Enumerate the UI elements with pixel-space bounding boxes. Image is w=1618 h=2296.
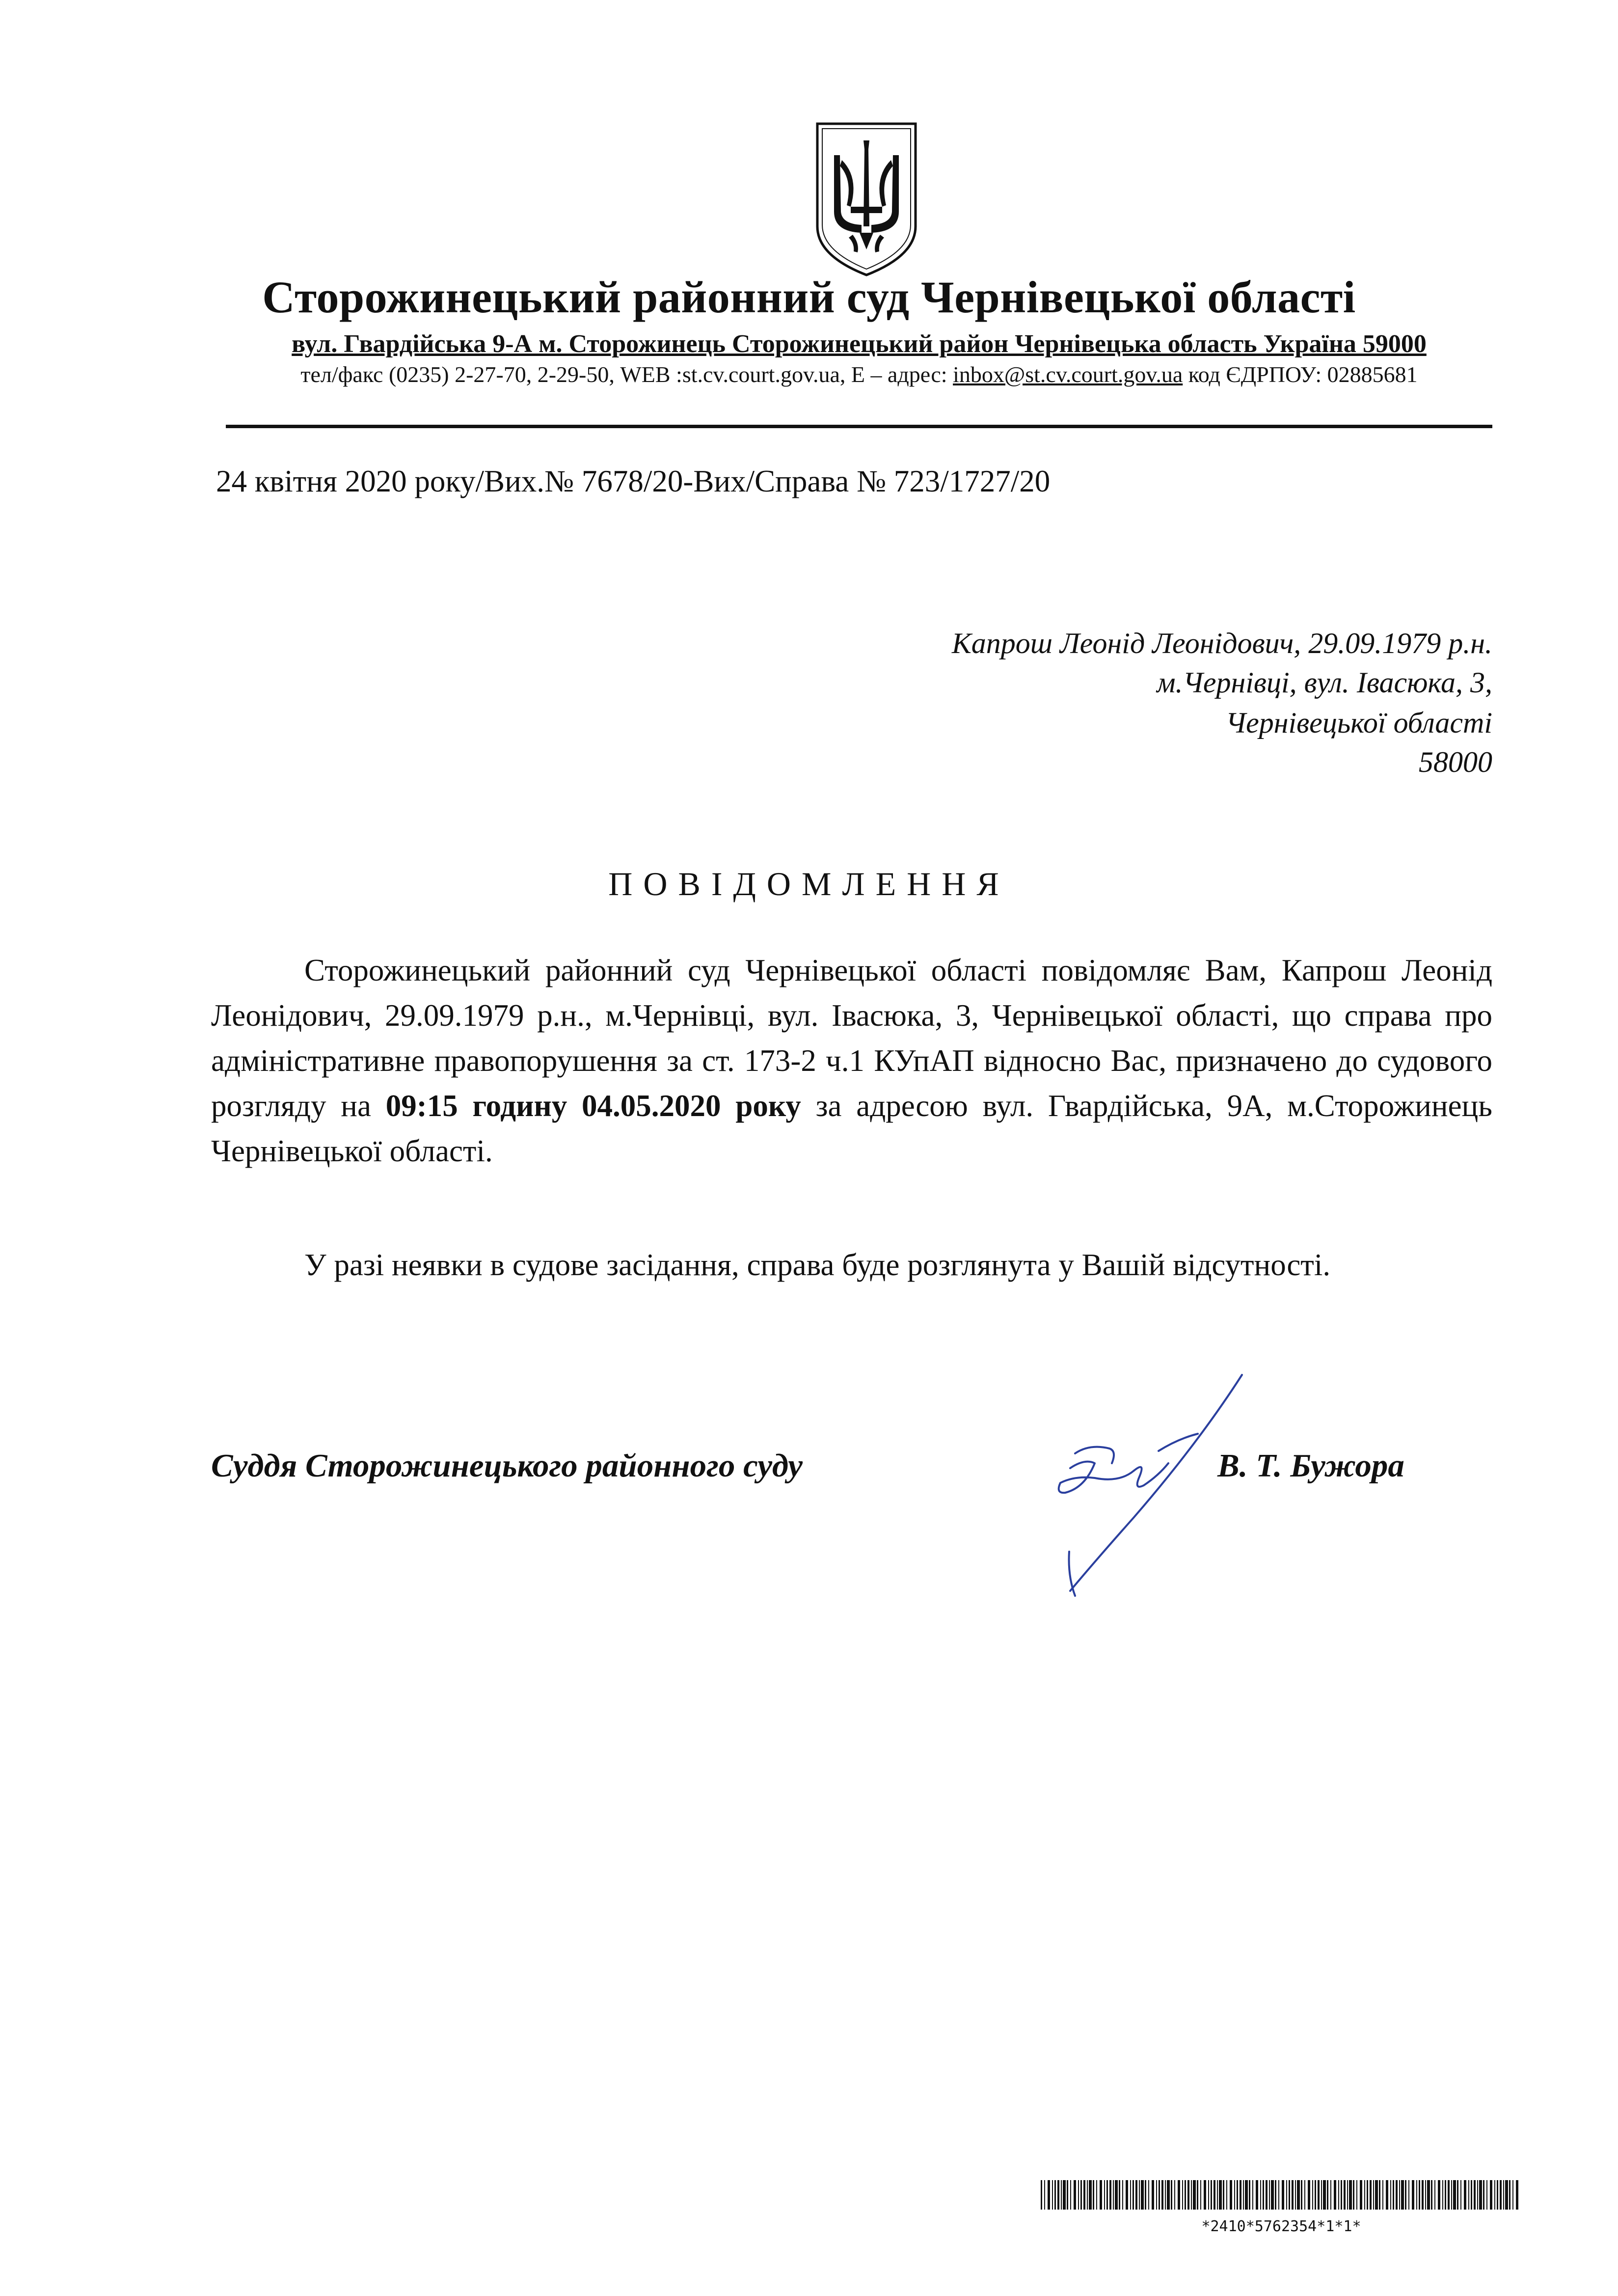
- outgoing-reference: 24 квітня 2020 року/Вих.№ 7678/20-Вих/Справа № 723/1727/20: [216, 464, 1051, 498]
- barcode-bar: [1390, 2180, 1391, 2210]
- barcode-bar: [1500, 2180, 1502, 2210]
- barcode-bar: [1373, 2180, 1374, 2210]
- barcode-icon: [1041, 2180, 1522, 2210]
- barcode-bar: [1089, 2180, 1092, 2210]
- barcode-bar: [1405, 2180, 1406, 2210]
- barcode-bar: [1477, 2180, 1478, 2210]
- signer-role: Суддя Сторожинецького районного суду: [211, 1448, 803, 1484]
- barcode-bar: [1139, 2180, 1140, 2210]
- barcode-bar: [1174, 2180, 1175, 2210]
- barcode-bar: [1263, 2180, 1264, 2210]
- barcode-bar: [1104, 2180, 1105, 2210]
- barcode-bar: [1367, 2180, 1368, 2210]
- barcode-bar: [1464, 2180, 1466, 2210]
- barcode-bar: [1427, 2180, 1430, 2210]
- barcode-bar: [1334, 2180, 1336, 2210]
- header-divider: [226, 425, 1492, 428]
- barcode-bar: [1245, 2180, 1248, 2210]
- barcode-bar: [1182, 2180, 1183, 2210]
- barcode-bar: [1041, 2180, 1042, 2210]
- barcode-bar: [1353, 2180, 1354, 2210]
- barcode-bar: [1318, 2180, 1320, 2210]
- barcode-bar: [1133, 2180, 1134, 2210]
- barcode-bar: [1289, 2180, 1290, 2210]
- barcode-bar: [1208, 2180, 1209, 2210]
- notice-paragraph-1: [211, 948, 1492, 1174]
- barcode-bar: [1451, 2180, 1452, 2210]
- recipient-postcode: 58000: [1419, 746, 1492, 778]
- barcode-bar: [1297, 2180, 1300, 2210]
- court-name-heading: Сторожинецький районний суд Чернівецької області: [262, 272, 1356, 322]
- barcode-bar: [1087, 2180, 1088, 2210]
- barcode-bar: [1304, 2180, 1305, 2210]
- barcode-bar: [1434, 2180, 1435, 2210]
- barcode-bar: [1096, 2180, 1097, 2210]
- barcode-text: *2410*5762354*1*1*: [1201, 2218, 1361, 2235]
- barcode-bar: [1061, 2180, 1062, 2210]
- barcode-bar: [1364, 2180, 1365, 2210]
- barcode-bar: [1509, 2180, 1510, 2210]
- barcode-bar: [1344, 2180, 1346, 2210]
- barcode-bar: [1408, 2180, 1409, 2210]
- barcode-bar: [1460, 2180, 1461, 2210]
- barcode-bar: [1211, 2180, 1212, 2210]
- barcode-bar: [1067, 2180, 1068, 2210]
- barcode-bar: [1512, 2180, 1513, 2210]
- barcode-bar: [1226, 2180, 1227, 2210]
- barcode-bar: [1217, 2180, 1218, 2210]
- recipient-street: м.Чернівці, вул. Івасюка, 3,: [1157, 666, 1492, 699]
- barcode-bar: [1145, 2180, 1146, 2210]
- paragraph1-text-a: Сторожинецький районний суд Чернівецької області повідомляє Вам, Капрош Леонід Леонідович, 29.09.1979 р.н., м.Чернівці, вул. Івасюка, 3, Чернівецької області, що справа про адміністративне правопорушення за ст. 173-2 ч.1 КУпАП відносно Вас, призначено до судового розгляду на: [211, 953, 1492, 1123]
- barcode-bar: [1122, 2180, 1123, 2210]
- barcode-bar: [1474, 2180, 1476, 2210]
- barcode-bar: [1379, 2180, 1380, 2210]
- barcode-bar: [1295, 2180, 1296, 2210]
- barcode-bar: [1113, 2180, 1114, 2210]
- barcode-bar: [1159, 2180, 1160, 2210]
- barcode-bar: [1252, 2180, 1253, 2210]
- barcode-bar: [1275, 2180, 1276, 2210]
- barcode-bar: [1360, 2180, 1362, 2210]
- barcode-bar: [1445, 2180, 1446, 2210]
- barcode-bar: [1271, 2180, 1274, 2210]
- barcode-bar: [1315, 2180, 1316, 2210]
- barcode-bar: [1393, 2180, 1394, 2210]
- court-address: вул. Гвардійська 9-А м. Сторожинець Сторожинецький район Чернівецька область Україна 59000: [292, 330, 1427, 358]
- barcode-bar: [1230, 2180, 1232, 2210]
- barcode-bar: [1237, 2180, 1238, 2210]
- barcode-bar: [1399, 2180, 1400, 2210]
- barcode-bar: [1185, 2180, 1186, 2210]
- barcode-bar: [1141, 2180, 1144, 2210]
- barcode-bar: [1156, 2180, 1157, 2210]
- barcode-bar: [1119, 2180, 1120, 2210]
- barcode-bar: [1093, 2180, 1094, 2210]
- barcode-bar: [1503, 2180, 1504, 2210]
- barcode-bar: [1266, 2180, 1267, 2210]
- hearing-datetime: 09:15 годину 04.05.2020 року: [385, 1089, 801, 1123]
- barcode-bar: [1412, 2180, 1414, 2210]
- barcode-bar: [1327, 2180, 1328, 2210]
- barcode-bar: [1100, 2180, 1102, 2210]
- barcode-bar: [1243, 2180, 1244, 2210]
- barcode-bar: [1106, 2180, 1108, 2210]
- barcode-bar: [1312, 2180, 1313, 2210]
- barcode-bar: [1490, 2180, 1492, 2210]
- barcode-bar: [1048, 2180, 1050, 2210]
- barcode-bar: [1453, 2180, 1456, 2210]
- barcode-bar: [1234, 2180, 1235, 2210]
- barcode-bar: [1347, 2180, 1348, 2210]
- notice-paragraph-2: [211, 1242, 1492, 1287]
- barcode-bar: [1044, 2180, 1045, 2210]
- barcode-bar: [1083, 2180, 1085, 2210]
- barcode-bar: [1152, 2180, 1154, 2210]
- barcode-bar: [1479, 2180, 1482, 2210]
- barcode-bar: [1167, 2180, 1170, 2210]
- barcode-bar: [1165, 2180, 1166, 2210]
- barcode-bar: [1200, 2180, 1201, 2210]
- barcode-bar: [1330, 2180, 1331, 2210]
- barcode-bar: [1457, 2180, 1458, 2210]
- signer-name: В. Т. Бужора: [1217, 1448, 1404, 1484]
- barcode-bar: [1401, 2180, 1404, 2210]
- barcode-bar: [1171, 2180, 1172, 2210]
- barcode-bar: [1080, 2180, 1082, 2210]
- barcode-bar: [1187, 2180, 1189, 2210]
- barcode-bar: [1191, 2180, 1192, 2210]
- barcode-bar: [1052, 2180, 1053, 2210]
- barcode-bar: [1375, 2180, 1378, 2210]
- barcode-bar: [1286, 2180, 1287, 2210]
- barcode-bar: [1382, 2180, 1383, 2210]
- barcode-bar: [1204, 2180, 1206, 2210]
- barcode-bar: [1448, 2180, 1450, 2210]
- barcode-bar: [1386, 2180, 1388, 2210]
- barcode-bar: [1338, 2180, 1339, 2210]
- barcode-bar: [1425, 2180, 1426, 2210]
- barcode-bar: [1416, 2180, 1417, 2210]
- barcode-bar: [1483, 2180, 1484, 2210]
- barcode-bar: [1497, 2180, 1498, 2210]
- barcode-bar: [1054, 2180, 1056, 2210]
- barcode-bar: [1292, 2180, 1294, 2210]
- barcode-bar: [1422, 2180, 1424, 2210]
- recipient-name: Капрош Леонід Леонідович, 29.09.1979 р.н.: [951, 627, 1492, 659]
- barcode-bar: [1321, 2180, 1322, 2210]
- contacts-suffix: код ЄДРПОУ: 02885681: [1183, 362, 1418, 387]
- barcode-bar: [1197, 2180, 1198, 2210]
- paragraph1-text-b: за адресою вул. Гвардійська, 9А, м.Сторожинець Чернівецької області.: [211, 1089, 1492, 1168]
- barcode-bar: [1115, 2180, 1118, 2210]
- court-email-link[interactable]: inbox@st.cv.court.gov.ua: [953, 362, 1183, 387]
- barcode-bar: [1494, 2180, 1495, 2210]
- barcode-bar: [1356, 2180, 1357, 2210]
- barcode-bar: [1269, 2180, 1270, 2210]
- barcode-bar: [1431, 2180, 1432, 2210]
- barcode-bar: [1341, 2180, 1342, 2210]
- barcode-bar: [1219, 2180, 1222, 2210]
- signature-icon: [1011, 1365, 1267, 1611]
- barcode-bar: [1161, 2180, 1163, 2210]
- barcode-bar: [1396, 2180, 1398, 2210]
- barcode-bar: [1178, 2180, 1180, 2210]
- barcode-bar: [1109, 2180, 1111, 2210]
- barcode-bar: [1278, 2180, 1279, 2210]
- barcode-bar: [1223, 2180, 1224, 2210]
- barcode-bar: [1370, 2180, 1372, 2210]
- barcode-bar: [1468, 2180, 1469, 2210]
- barcode-bar: [1074, 2180, 1076, 2210]
- barcode-bar: [1282, 2180, 1284, 2210]
- barcode-bar: [1256, 2180, 1258, 2210]
- barcode-bar: [1135, 2180, 1137, 2210]
- barcode-bar: [1505, 2180, 1508, 2210]
- barcode-bar: [1126, 2180, 1128, 2210]
- barcode-bar: [1148, 2180, 1149, 2210]
- barcode-bar: [1442, 2180, 1443, 2210]
- barcode-bar: [1240, 2180, 1241, 2210]
- barcode-bar: [1214, 2180, 1215, 2210]
- notice-title: ПОВІДОМЛЕННЯ: [608, 865, 1010, 902]
- barcode-bar: [1349, 2180, 1352, 2210]
- contacts-prefix: тел/факс (0235) 2-27-70, 2-29-50, WEB :st.cv.court.gov.ua, Е – адрес:: [300, 362, 953, 387]
- barcode-bar: [1438, 2180, 1440, 2210]
- barcode-bar: [1419, 2180, 1420, 2210]
- barcode-bar: [1260, 2180, 1261, 2210]
- recipient-region: Чернівецької області: [1225, 707, 1492, 739]
- barcode-bar: [1471, 2180, 1472, 2210]
- barcode-bar: [1308, 2180, 1310, 2210]
- barcode-bar: [1130, 2180, 1131, 2210]
- barcode-bar: [1057, 2180, 1059, 2210]
- barcode-bar: [1063, 2180, 1066, 2210]
- barcode-bar: [1301, 2180, 1302, 2210]
- barcode-bar: [1323, 2180, 1326, 2210]
- barcode-bar: [1486, 2180, 1487, 2210]
- barcode-bar: [1249, 2180, 1250, 2210]
- paragraph2-text: У разі неявки в судове засідання, справа буде розглянута у Вашій відсутності.: [304, 1248, 1331, 1282]
- barcode-bar: [1516, 2180, 1518, 2210]
- barcode-bar: [1193, 2180, 1196, 2210]
- court-contacts: [241, 361, 1478, 388]
- coat-of-arms-icon: [812, 121, 920, 278]
- barcode-bar: [1070, 2180, 1071, 2210]
- barcode-bar: [1078, 2180, 1079, 2210]
